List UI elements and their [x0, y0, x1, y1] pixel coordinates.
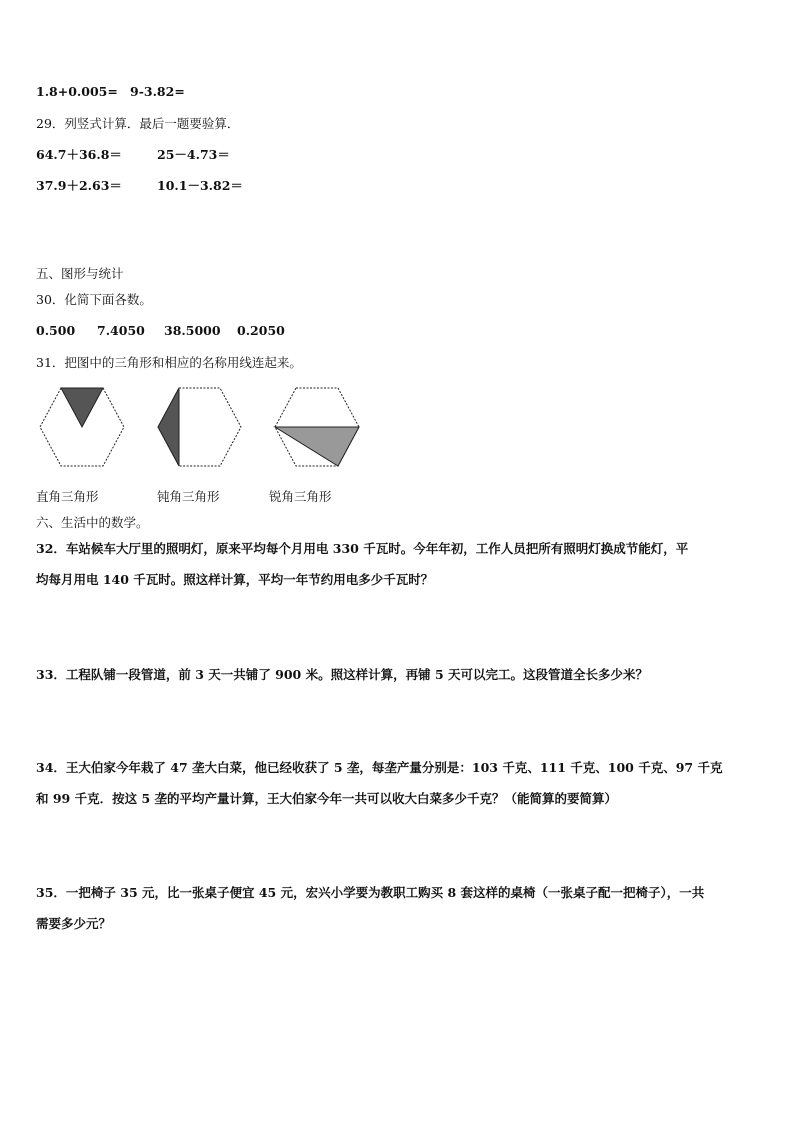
question-31-title: 31．把图中的三角形和相应的名称用线连起来。 [36, 355, 302, 370]
label-obtuse-triangle: 钝角三角形 [157, 489, 220, 504]
question-30-title: 30．化简下面各数。 [36, 292, 152, 307]
q30-number-1: 0.500 [36, 323, 76, 338]
question-32-line-2: 均每月用电 140 千瓦时。照这样计算，平均一年节约用电多少千瓦时？ [36, 572, 434, 587]
section-6-heading: 六、生活中的数学。 [36, 515, 149, 530]
obtuse-triangle-shape [158, 388, 179, 466]
acute-triangle-shape [275, 427, 359, 466]
q29-item-3: 37.9＋2.63＝ [36, 178, 122, 193]
q30-number-3: 38.5000 [164, 323, 221, 338]
calc-item-2: 9-3.82= [130, 84, 185, 99]
q30-number-4: 0.2050 [237, 323, 285, 338]
hexagon-figures [36, 384, 376, 470]
hexagon-3 [275, 388, 359, 466]
question-34-line-1: 34．王大伯家今年栽了 47 垄大白菜，他已经收获了 5 垄，每垄产量分别是：103 千克、111 千克、100 千克、97 千克 [36, 760, 723, 775]
question-35-line-1: 35．一把椅子 35 元，比一张桌子便宜 45 元，宏兴小学要为教职工购买 8 套这样的桌椅（一张桌子配一把椅子），一共 [36, 885, 705, 900]
question-34-line-2: 和 99 千克．按这 5 垄的平均产量计算，王大伯家今年一共可以收大白菜多少千克？（能简算的要简算） [36, 791, 618, 806]
question-29-title: 29．列竖式计算．最后一题要验算． [36, 116, 240, 131]
hexagon-2 [158, 388, 241, 466]
q29-item-1: 64.7＋36.8＝ [36, 147, 122, 162]
right-triangle-shape [61, 388, 103, 427]
q29-item-2: 25－4.73＝ [157, 147, 230, 162]
q29-item-4: 10.1－3.82＝ [157, 178, 243, 193]
hexagon-1 [40, 388, 124, 466]
question-35-line-2: 需要多少元？ [36, 916, 112, 931]
calc-item-1: 1.8+0.005= [36, 84, 118, 99]
question-33: 33．工程队铺一段管道，前 3 天一共铺了 900 米。照这样计算，再铺 5 天可以完工。这段管道全长多少米？ [36, 667, 648, 682]
label-acute-triangle: 锐角三角形 [269, 489, 332, 504]
section-5-heading: 五、图形与统计 [36, 266, 124, 281]
q30-number-2: 7.4050 [97, 323, 145, 338]
label-right-triangle: 直角三角形 [36, 489, 99, 504]
question-32-line-1: 32．车站候车大厅里的照明灯，原来平均每个月用电 330 千瓦时。今年年初，工作人员把所有照明灯换成节能灯，平 [36, 541, 689, 556]
